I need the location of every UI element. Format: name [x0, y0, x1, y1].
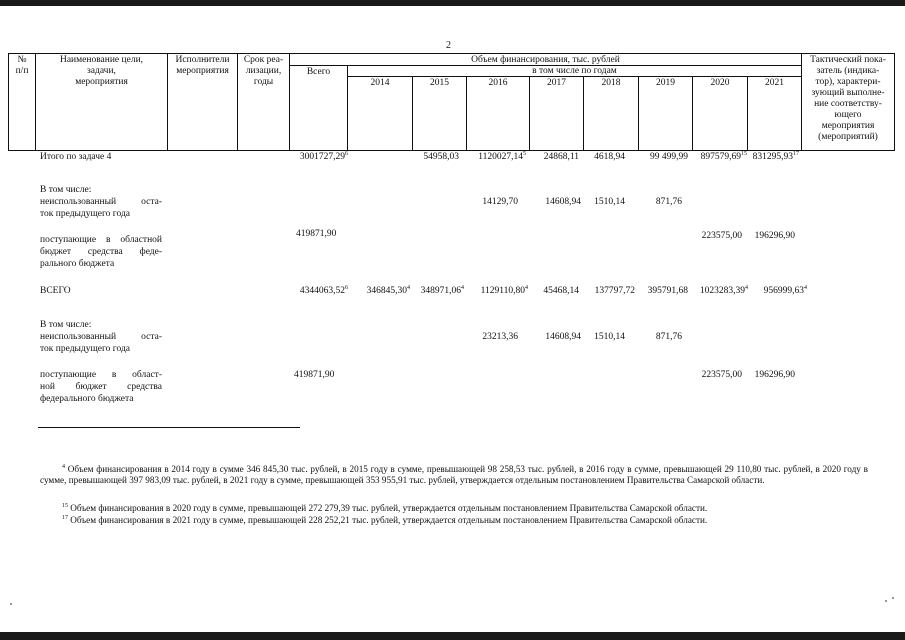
page-number: 2 [446, 40, 451, 51]
header-year-2014: 2014 [370, 78, 390, 88]
cell-2018: 1510,14 [594, 332, 625, 342]
cell-2017: 24868,11 [543, 152, 579, 162]
scan-speck [885, 600, 887, 602]
cell-2015: 348971,06$^4$ [420, 284, 464, 296]
header-by-years: в том числе по годам [532, 66, 617, 76]
cell-2017: 14608,94 [545, 332, 581, 342]
cell-2019: 871,76 [655, 332, 682, 342]
footnote-17: $^{17}$ Объем финансирования в 2021 году в сумме, превышающей 228 252,21 тыс. рублей, утверждается отдельным постановлением Правительства Самарской области. [62, 514, 708, 525]
scan-speck [892, 597, 894, 599]
header-year-2016: 2016 [488, 78, 508, 88]
row-label-line-3: рального бюджета [40, 259, 115, 269]
cell-total: 419871,90 [294, 370, 335, 380]
cell-2015: 54958,03 [423, 152, 459, 162]
cell-2018: 4618,94 [594, 152, 625, 162]
footnote-15: $^{15}$ Объем финансирования в 2020 году в сумме, превышающей 272 279,39 тыс. рублей, утверждается отдельным постановлением Правительства Самарской области. [62, 502, 708, 513]
header-num: № п/п [15, 55, 29, 76]
header-year-2021: 2021 [765, 78, 784, 88]
cell-2021: 956999,63$^4$ [763, 284, 807, 296]
footnote-4: $^4$ Объем финансирования в 2014 году в сумме 346 845,30 тыс. рублей, в 2015 году в сумме, превышающей 98 258,53 тыс. рублей, в 2016 году в сумме, превышающей 29 110,80 тыс. рублей, в 2020 году в сумме, превышающей 397 983,09 тыс. рублей, в 2021 году в сумме, превышающей 353 955,91 тыс. рублей, утверждается отдельным постановлением Правительства Самарской области. [40, 463, 868, 485]
scan-speck [10, 603, 12, 605]
header-year-2017: 2017 [547, 78, 566, 88]
row-label-line-2: неиспользованный оста- [40, 197, 162, 207]
footnote-separator [38, 427, 300, 428]
header-executors: Исполнители мероприятия [175, 55, 230, 76]
header-year-2015: 2015 [430, 78, 449, 88]
cell-2021: 196296,90 [754, 231, 795, 241]
row-label-line-3: ток предыдущего года [40, 344, 130, 354]
row-label-line-2: бюджет средства феде- [40, 247, 162, 257]
row-label-line-1: поступающие в областной [40, 235, 162, 245]
cell-2019: 99 499,99 [650, 152, 688, 162]
row-label-line-1: В том числе: [40, 320, 92, 330]
header-name: Наименование цели, задачи, мероприятия [59, 55, 144, 87]
row-label-line-1: поступающие в област- [40, 370, 162, 380]
cell-2016: 23213,36 [482, 332, 518, 342]
header-year-2019: 2019 [656, 78, 675, 88]
cell-2019: 871,76 [655, 197, 682, 207]
scan-top-border [0, 0, 905, 6]
cell-2020: 223575,00 [701, 231, 742, 241]
header-indicator: Тактический пока- затель (индика- тор), характери- зующий выполне- ние соответству- ющего мероприятия (мероприятий) [810, 55, 886, 142]
cell-2014: 346845,30$^4$ [366, 284, 410, 296]
cell-2017: 14608,94 [545, 197, 581, 207]
row-label-line-1: В том числе: [40, 185, 92, 195]
cell-2021: 196296,90 [754, 370, 795, 380]
cell-2020: 1023283,39$^4$ [699, 284, 748, 296]
cell-2018: 137797,72 [594, 286, 635, 296]
header-volume: Объем финансирования, тыс. рублей [471, 55, 620, 65]
cell-total: 3001727,29$^6$ [299, 150, 348, 162]
header-year-2020: 2020 [710, 78, 730, 88]
header-total: Всего [306, 67, 331, 77]
cell-2017: 45468,14 [543, 286, 579, 296]
row-label: ВСЕГО [40, 286, 71, 296]
cell-total: 419871,90 [296, 229, 337, 239]
row-label-line-3: федерального бюджета [40, 394, 134, 404]
cell-2021: 831295,93$^{17}$ [752, 150, 799, 162]
row-label-line-2: ной бюджет средства [40, 382, 162, 392]
row-label: Итого по задаче 4 [40, 152, 112, 162]
cell-2016: 14129,70 [482, 197, 518, 207]
cell-2020: 897579,69$^{15}$ [700, 150, 747, 162]
header-term: Срок реа- лизации, годы [243, 55, 284, 87]
cell-2018: 1510,14 [594, 197, 625, 207]
row-label-line-3: ток предыдущего года [40, 209, 130, 219]
cell-2016: 1120027,14$^5$ [478, 150, 526, 162]
scan-bottom-border [0, 632, 905, 640]
row-label-line-2: неиспользованный оста- [40, 332, 162, 342]
cell-total: 4344063,52$^6$ [299, 284, 348, 296]
cell-2016: 1129110,80$^4$ [480, 284, 528, 296]
cell-2019: 395791,68 [647, 286, 688, 296]
header-year-2018: 2018 [601, 78, 621, 88]
cell-2020: 223575,00 [701, 370, 742, 380]
